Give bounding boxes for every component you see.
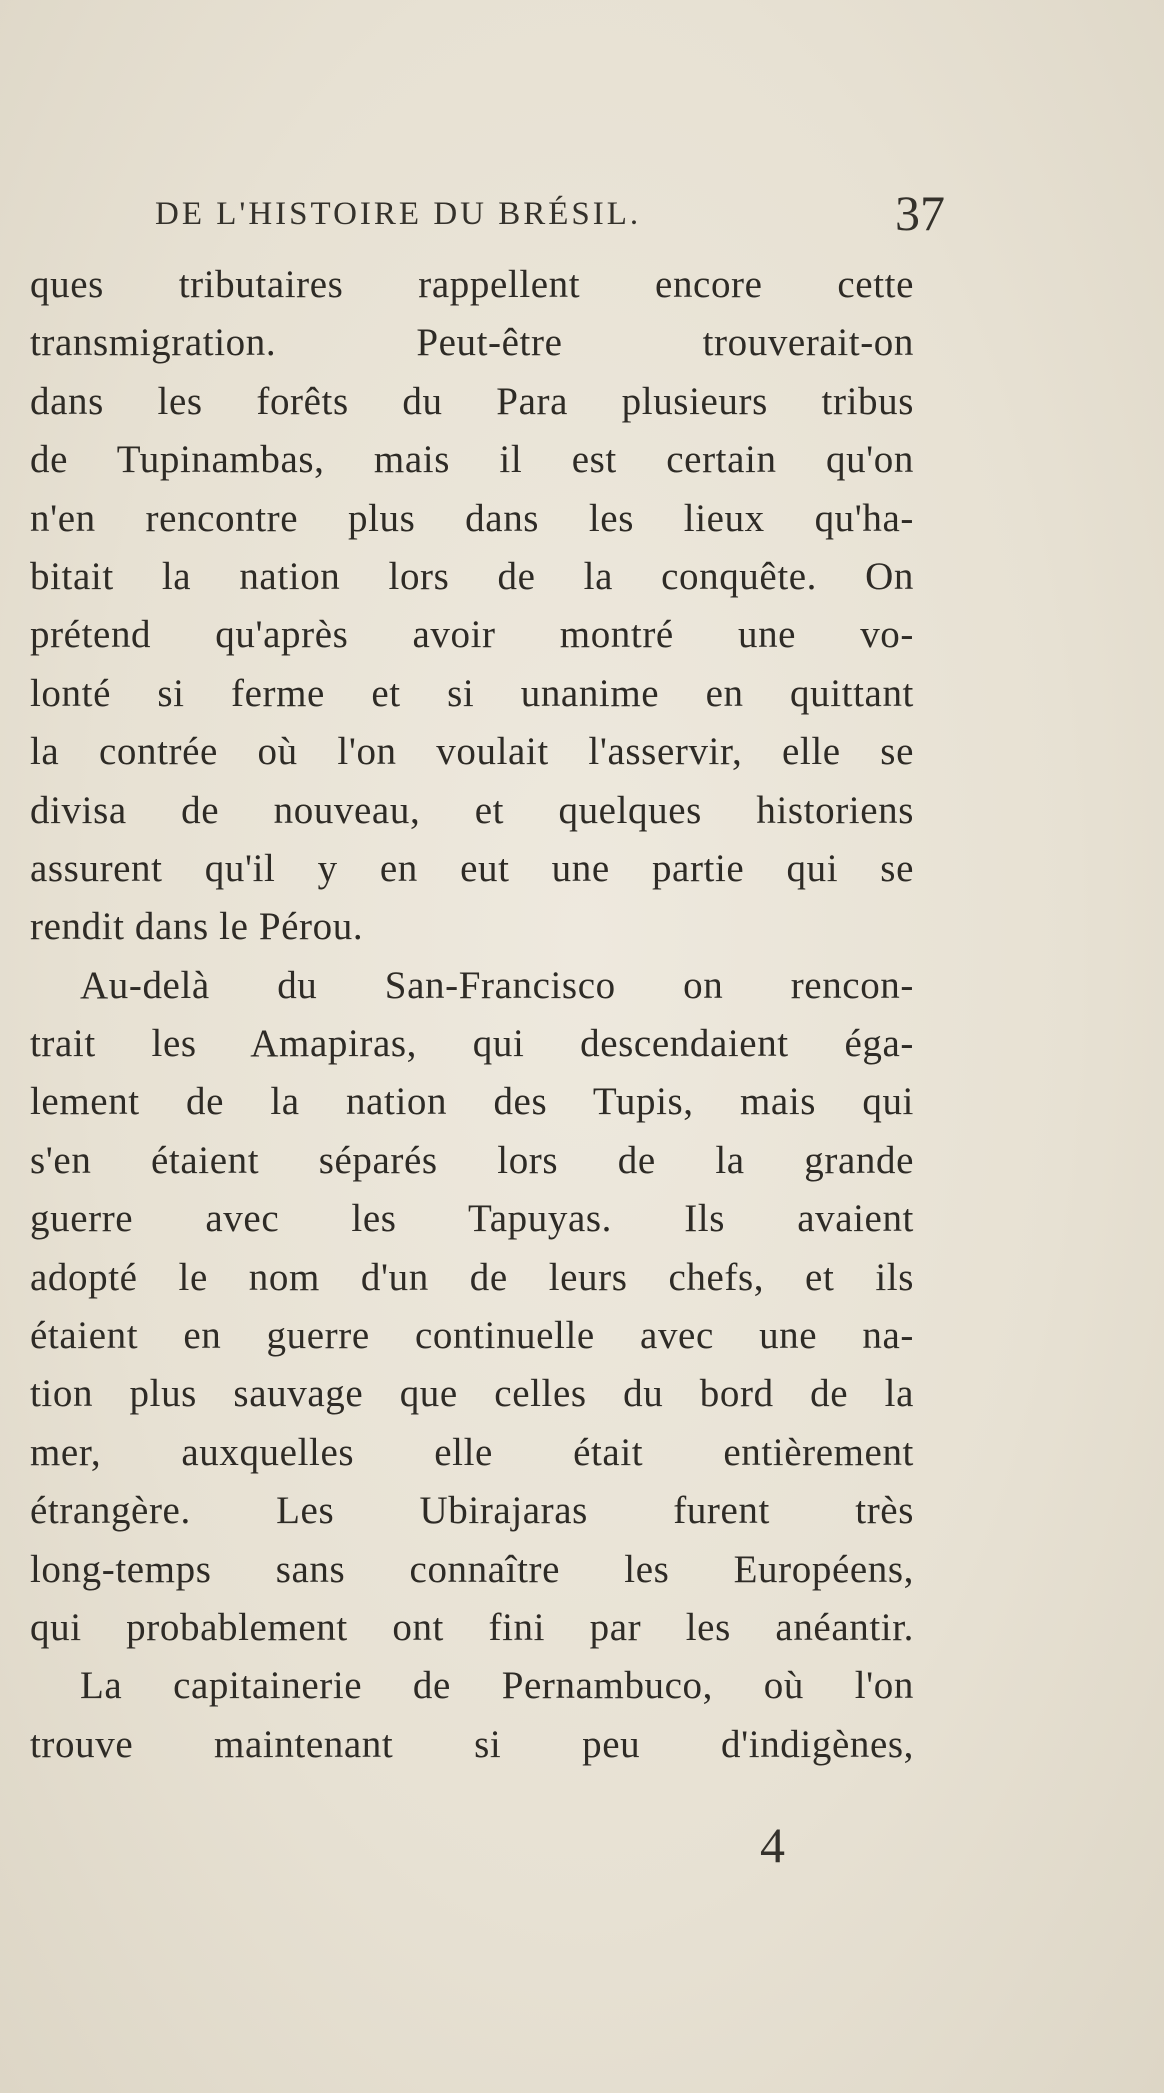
text-line: assurent qu'il y en eut une partie qui se xyxy=(30,846,914,890)
text-line: Au-delà du San-Francisco on rencon- xyxy=(80,963,914,1007)
signature-mark: 4 xyxy=(760,1817,785,1873)
text-line: bitait la nation lors de la conquête. On xyxy=(30,554,914,598)
text-line: s'en étaient séparés lors de la grande xyxy=(30,1138,914,1182)
text-line: mer, auxquelles elle était entièrement xyxy=(30,1430,914,1474)
text-line: divisa de nouveau, et quelques historiens xyxy=(30,788,914,832)
text-line: ques tributaires rappellent encore cette xyxy=(30,263,914,306)
body-text xyxy=(30,256,914,1774)
text-line: n'en rencontre plus dans les lieux qu'ha- xyxy=(30,496,914,540)
text-line: étaient en guerre continuelle avec une na- xyxy=(30,1314,914,1358)
text-line: qui probablement ont fini par les anéantir. xyxy=(30,1605,914,1649)
text-line: long-temps sans connaître les Européens, xyxy=(30,1547,914,1591)
text-line: dans les forêts du Para plusieurs tribus xyxy=(30,379,914,423)
text-line: tion plus sauvage que celles du bord de la xyxy=(30,1372,914,1416)
text-line: rendit dans le Pérou. xyxy=(30,905,364,949)
running-title: DE L'HISTOIRE DU BRÉSIL. xyxy=(155,196,642,232)
text-line: trouve maintenant si peu d'indigènes, xyxy=(30,1722,914,1766)
text-line: lement de la nation des Tupis, mais qui xyxy=(30,1080,914,1124)
text-line: transmigration. Peut-être trouverait-on xyxy=(30,321,914,365)
text-line: de Tupinambas, mais il est certain qu'on xyxy=(30,438,914,482)
text-line: prétend qu'après avoir montré une vo- xyxy=(30,613,914,657)
page-number: 37 xyxy=(895,185,945,241)
text-line: trait les Amapiras, qui descendaient éga- xyxy=(30,1022,914,1066)
text-line: adopté le nom d'un de leurs chefs, et ils xyxy=(30,1255,914,1299)
text-line: la contrée où l'on voulait l'asservir, elle se xyxy=(30,730,914,774)
text-line: lonté si ferme et si unanime en quittant xyxy=(30,671,914,715)
running-head xyxy=(155,185,945,248)
text-line: La capitainerie de Pernambuco, où l'on xyxy=(80,1664,914,1708)
text-line: guerre avec les Tapuyas. Ils avaient xyxy=(30,1197,914,1241)
text-line: étrangère. Les Ubirajaras furent très xyxy=(30,1489,914,1533)
